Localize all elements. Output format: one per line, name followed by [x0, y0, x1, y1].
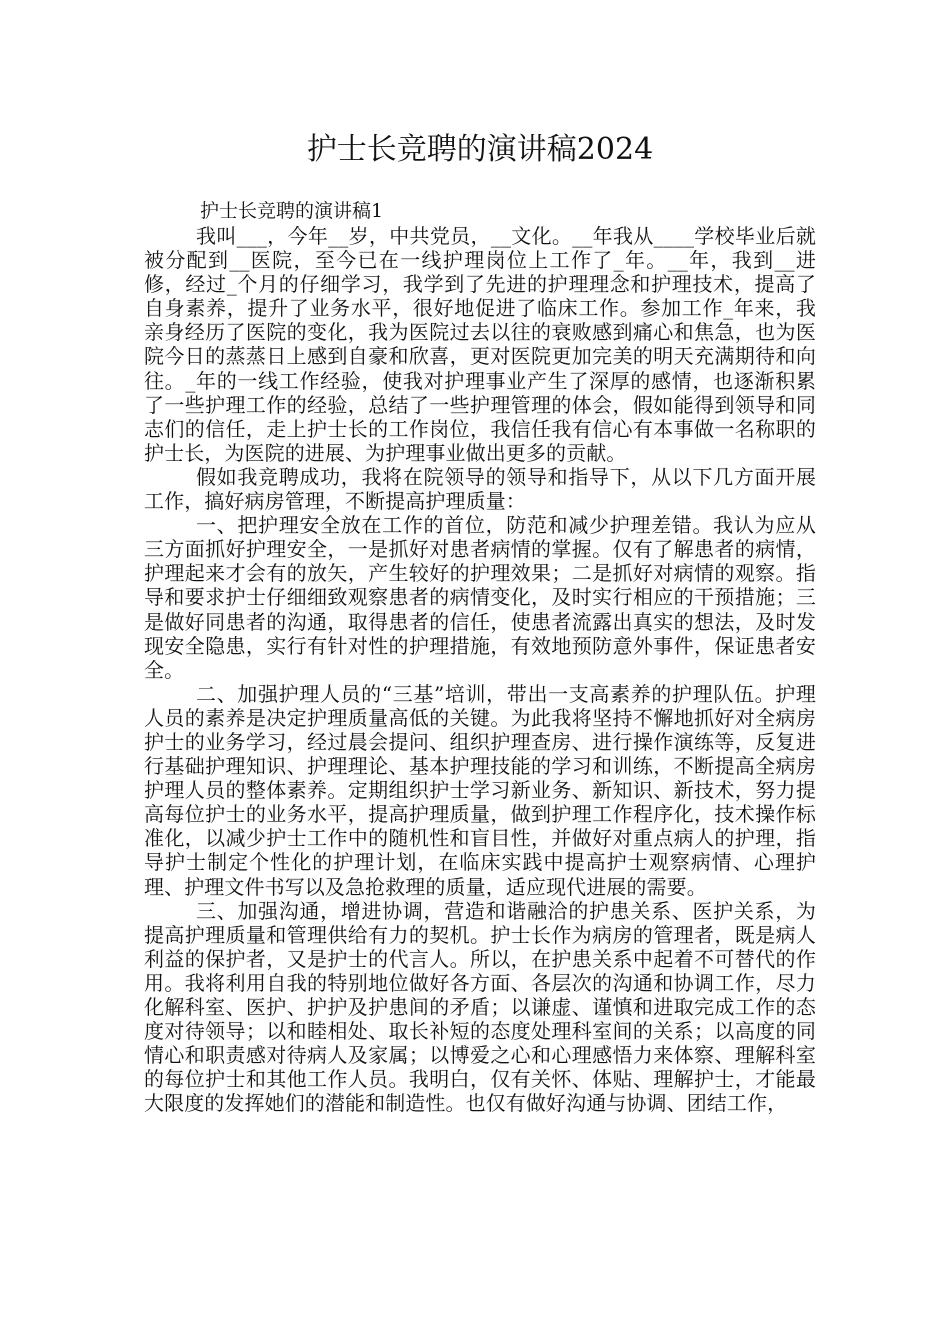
paragraph-intro: 我叫___，今年__岁，中共党员，__文化。__年我从____学校毕业后就被分配到__医院，至今已在一线护理岗位上工作了_年。__年，我到__进修，经过_个月的仔细学习，我学到了先进的护理理念和护理技术，提高了自身素养，提升了业务水平，很好地促进了临床工作。参加工作_年来，我亲身经历了医院的变化，我为医院过去以往的衰败感到痛心和焦急，也为医院今日的蒸蒸日上感到自豪和欣喜，更对医院更加完美的明天充满期待和向往。_年的一线工作经验，使我对护理事业产生了深厚的感情，也逐渐积累了一些护理工作的经验，总结了一些护理管理的体会，假如能得到领导和同志们的信任，走上护士长的工作岗位，我信任我有信心有本事做一名称职的护士长，为医院的进展、为护理事业做出更多的贡献。 — [144, 224, 816, 465]
paragraph-point-3: 三、加强沟通，增进协调，营造和谐融洽的护患关系、医护关系，为提高护理质量和管理供给有力的契机。护士长作为病房的管理者，既是病人利益的保护者，又是护士的代言人。所以，在护患关系中起着不可替代的作用。我将利用自我的特别地位做好各方面、各层次的沟通和协调工作，尽力化解科室、医护、护护及护患间的矛盾；以谦虚、谨慎和进取完成工作的态度对待领导；以和睦相处、取长补短的态度处理科室间的关系；以高度的同情心和职责感对待病人及家属；以博爱之心和心理感悟力来体察、理解科室的每位护士和其他工作人员。我明白，仅有关怀、体贴、理解护士，才能最大限度的发挥她们的潜能和制造性。也仅有做好沟通与协调、团结工作， — [144, 898, 816, 1116]
document-title: 护士长竞聘的演讲稿2024 — [306, 132, 654, 167]
paragraph-plan: 假如我竞聘成功，我将在院领导的领导和指导下，从以下几方面开展工作，搞好病房管理，不断提高护理质量： — [144, 464, 816, 514]
document-subtitle: 护士长竞聘的演讲稿1 — [200, 200, 384, 222]
document-body — [144, 224, 816, 1115]
paragraph-point-2: 二、加强护理人员的“三基”培训，带出一支高素养的护理队伍。护理人员的素养是决定护理质量高低的关键。为此我将坚持不懈地抓好对全病房护士的业务学习，经过晨会提问、组织护理查房、进行操作演练等，反复进行基础护理知识、护理理论、基本护理技能的学习和训练，不断提高全病房护理人员的整体素养。定期组织护士学习新业务、新知识、新技术，努力提高每位护士的业务水平，提高护理质量，做到护理工作程序化，技术操作标准化，以减少护士工作中的随机性和盲目性，并做好对重点病人的护理，指导护士制定个性化的护理计划，在临床实践中提高护士观察病情、心理护理、护理文件书写以及急抢救理的质量，适应现代进展的需要。 — [144, 681, 816, 899]
paragraph-point-1: 一、把护理安全放在工作的首位，防范和减少护理差错。我认为应从三方面抓好护理安全，一是抓好对患者病情的掌握。仅有了解患者的病情，护理起来才会有的放矢，产生较好的护理效果；二是抓好对病情的观察。指导和要求护士仔细细致观察患者的病情变化，及时实行相应的干预措施；三是做好同患者的沟通，取得患者的信任，使患者流露出真实的想法，及时发现安全隐患，实行有针对性的护理措施，有效地预防意外事件，保证患者安全。 — [144, 513, 816, 682]
